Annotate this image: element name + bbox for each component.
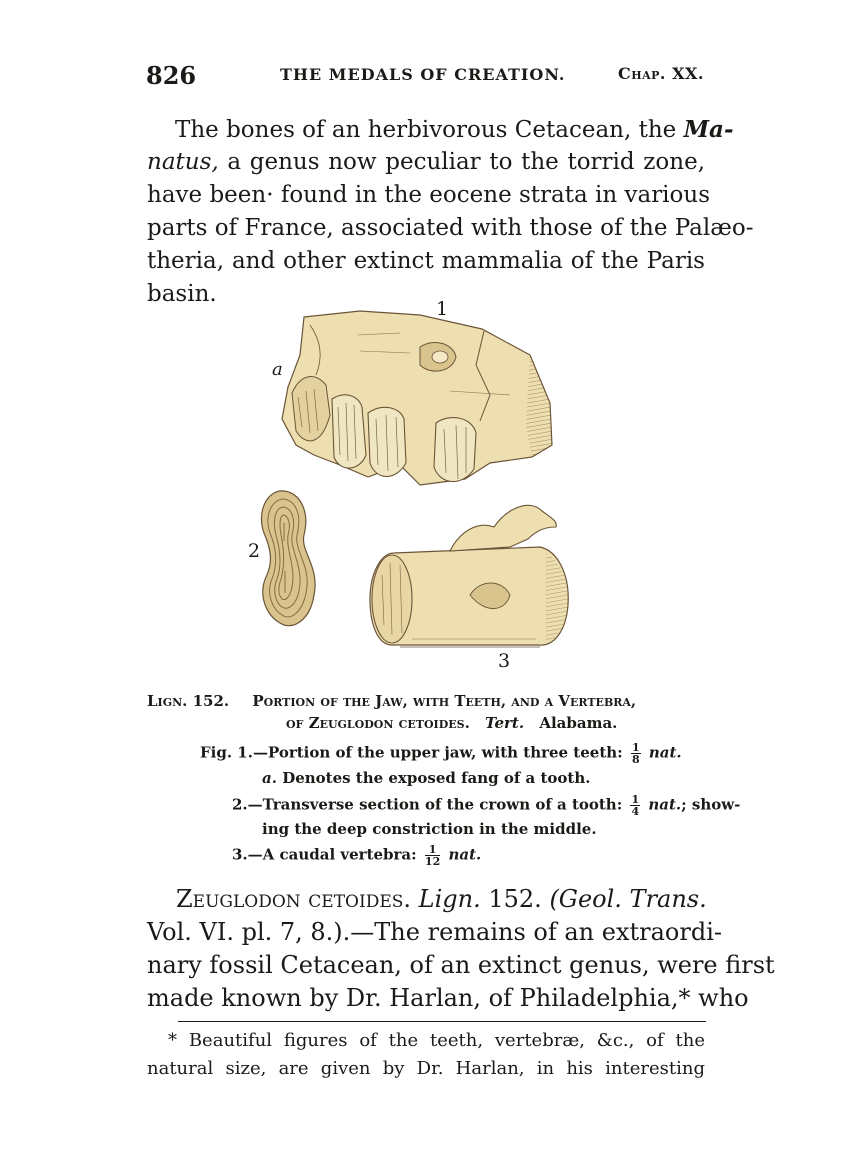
note-text: ; show- bbox=[681, 795, 741, 814]
figure-number: Lign. 152. bbox=[147, 692, 230, 710]
fraction: $\frac{1}{8}$ bbox=[631, 741, 640, 766]
note-fig-2-cont: ing the deep constriction in the middle. bbox=[262, 820, 597, 838]
fraction: $\frac{1}{4}$ bbox=[631, 793, 640, 818]
figure-label-a: a bbox=[272, 359, 283, 380]
note-fig-1a bbox=[262, 769, 590, 787]
note-fig-2 bbox=[232, 794, 740, 817]
intro-text: a genus now peculiar to the torrid zone, bbox=[218, 149, 705, 175]
fossil-illustration bbox=[240, 295, 600, 685]
tooth-cross-section bbox=[261, 491, 315, 626]
body-line-4: made known by Dr. Harlan, of Philadelphia,* who bbox=[147, 984, 749, 1012]
species-name: of Zeuglodon cetoides. bbox=[286, 714, 470, 732]
locality: Alabama. bbox=[539, 714, 618, 732]
note-text: Fig. 1.—Portion of the upper jaw, with three teeth: bbox=[200, 743, 623, 762]
lign-ref: Lign. bbox=[418, 885, 481, 913]
chapter-label: Chap. XX. bbox=[618, 64, 704, 83]
intro-line-2 bbox=[147, 146, 705, 179]
note-text: 3.—A caudal vertebra: bbox=[232, 845, 417, 864]
body-line-2: Vol. VI. pl. 7, 8.).—The remains of an extraordi- bbox=[147, 918, 723, 946]
intro-text: The bones of an herbivorous Cetacean, the bbox=[175, 117, 684, 143]
intro-line-4: parts of France, associated with those of the Palæo- bbox=[147, 215, 754, 241]
note-letter: a. bbox=[262, 769, 277, 787]
note-tail: nat. bbox=[448, 845, 482, 864]
genus-name: Ma- bbox=[683, 116, 734, 143]
figure-label-2: 2 bbox=[248, 540, 261, 562]
jaw-fragment bbox=[282, 311, 552, 485]
fossil-drawing bbox=[240, 295, 600, 685]
caption-line-2 bbox=[286, 714, 617, 732]
note-tail: nat. bbox=[648, 795, 682, 814]
species-name: Zeuglodon cetoides. bbox=[176, 885, 412, 913]
running-title: THE MEDALS OF CREATION. bbox=[280, 65, 566, 84]
intro-line-5: theria, and other extinct mammalia of the Paris bbox=[147, 248, 705, 274]
note-fig-1 bbox=[200, 742, 682, 765]
geol-trans-ref: (Geol. Trans. bbox=[549, 885, 707, 913]
footnote-line-1: * Beautiful figures of the teeth, vertebræ, &c., of the bbox=[168, 1030, 705, 1051]
figure-label-3: 3 bbox=[498, 650, 511, 672]
page-number: 826 bbox=[146, 61, 197, 90]
caption-line-1 bbox=[147, 692, 636, 710]
body-line-1 bbox=[176, 883, 705, 916]
note-text: 2.—Transverse section of the crown of a tooth: bbox=[232, 795, 623, 814]
caudal-vertebra bbox=[370, 505, 568, 647]
figure-label-1: 1 bbox=[436, 298, 449, 320]
note-fig-3 bbox=[232, 844, 481, 867]
note-tail: nat. bbox=[648, 743, 682, 762]
fraction: $\frac{1}{12}$ bbox=[424, 843, 441, 868]
body-line-3: nary fossil Cetacean, of an extinct genus, were first bbox=[147, 951, 775, 979]
footnote-line-2: natural size, are given by Dr. Harlan, in his interesting bbox=[147, 1058, 705, 1079]
intro-line-6: basin. bbox=[147, 281, 217, 307]
lign-number: 152. bbox=[488, 885, 542, 913]
caption-title: Portion of the Jaw, with Teeth, and a Vertebra, bbox=[252, 692, 637, 710]
genus-name: natus, bbox=[147, 149, 219, 175]
intro-line-1 bbox=[175, 113, 733, 147]
stratum: Tert. bbox=[485, 714, 525, 732]
note-text: Denotes the exposed fang of a tooth. bbox=[282, 769, 591, 787]
footnote-rule bbox=[178, 1021, 706, 1022]
intro-line-3: have been· found in the eocene strata in various bbox=[147, 182, 711, 208]
